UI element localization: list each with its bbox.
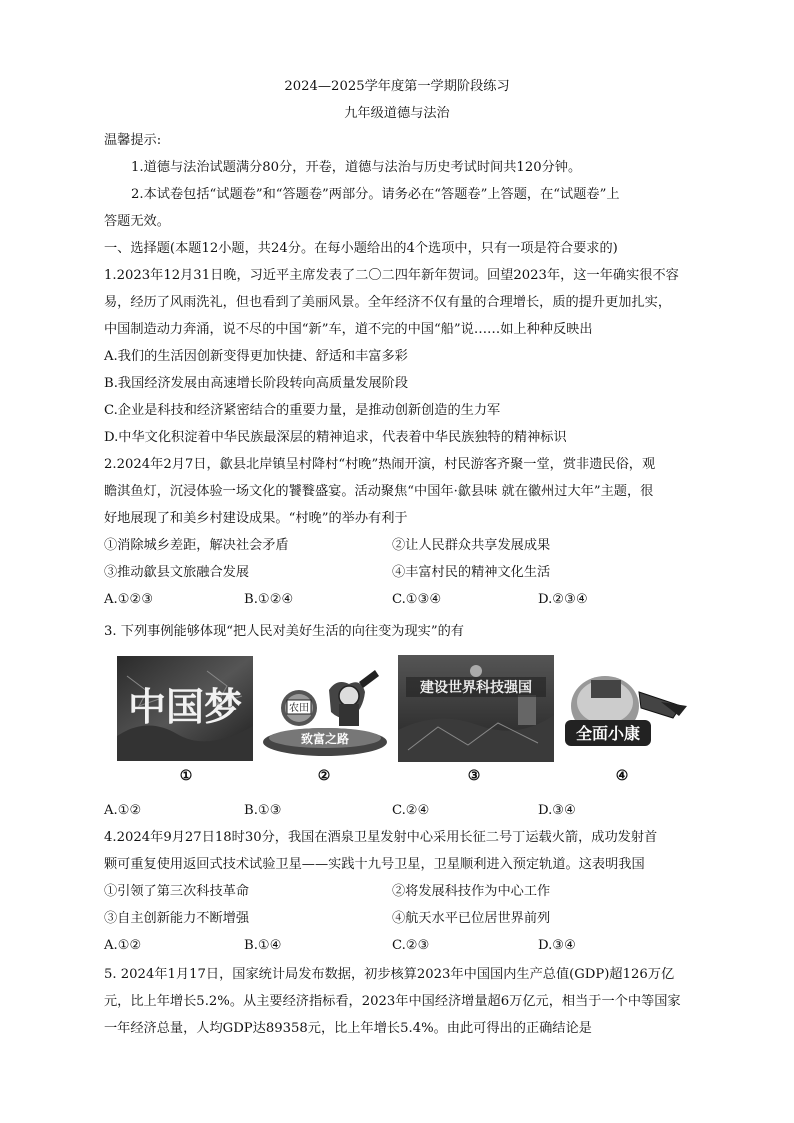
q3-option-c: C.②④ bbox=[392, 803, 430, 818]
q4-statement-1: ①引领了第三次科技革命 bbox=[104, 884, 250, 899]
q1-stem-line-3: 中国制造动力奔涌，说不尽的中国“新”车，道不完的中国“船”说……如上种种反映出 bbox=[104, 322, 593, 337]
q4-stem-line-2: 颗可重复使用返回式技术试验卫星——实践十九号卫星，卫星顺利进入预定轨道。这表明我国 bbox=[104, 857, 645, 872]
notice-item-1: 1.道德与法治试题满分80分，开卷，道德与法治与历史考试时间共120分钟。 bbox=[131, 160, 582, 175]
q4-statement-4: ④航天水平已位居世界前列 bbox=[392, 911, 551, 926]
q3-image-4-text: 全面小康 bbox=[575, 724, 641, 743]
q3-option-a: A.①② bbox=[104, 803, 142, 818]
q1-option-a: A.我们的生活因创新变得更加快捷、舒适和丰富多彩 bbox=[104, 349, 408, 364]
q5-stem-line-3: 一年经济总量，人均GDP达89358元，比上年增长5.4%。由此可得出的正确结论是 bbox=[104, 1021, 592, 1036]
q1-stem-line-1: 1.2023年12月31日晚，习近平主席发表了二〇二四年新年贺词。回望2023年，这一年确实很不容 bbox=[104, 268, 679, 283]
q1-stem-line-2: 易，经历了风雨洗礼，但也看到了美丽风景。全年经济不仅有量的合理增长，质的提升更加扎实， bbox=[104, 295, 672, 310]
q4-option-b: B.①④ bbox=[244, 938, 282, 953]
q3-image-road-to-prosperity bbox=[259, 660, 391, 760]
q3-image-china-dream bbox=[117, 656, 253, 761]
q5-stem-line-2: 元，比上年增长5.2%。从主要经济指标看，2023年中国经济增量超6万亿元，相当于一个中等国家 bbox=[104, 994, 681, 1009]
notice-label: 温馨提示: bbox=[104, 133, 162, 148]
q2-stem-line-3: 好地展现了和美乡村建设成果。“村晚”的举办有利于 bbox=[104, 511, 408, 526]
q3-image-3-text: 建设世界科技强国 bbox=[420, 680, 532, 696]
q4-statement-2: ②将发展科技作为中心工作 bbox=[392, 884, 551, 899]
q3-option-d: D.③④ bbox=[538, 803, 576, 818]
q1-option-c: C.企业是科技和经济紧密结合的重要力量，是推动创新创造的生力军 bbox=[104, 403, 501, 418]
q3-image-moderate-prosperity bbox=[561, 662, 689, 760]
q2-stem-line-1: 2.2024年2月7日，歙县北岸镇呈村降村“村晚”热闹开演，村民游客齐聚一堂，赏非遗民俗，观 bbox=[104, 457, 656, 472]
q3-image-2-label: 农田 bbox=[289, 703, 309, 714]
exam-subject: 九年级道德与法治 bbox=[344, 106, 450, 121]
q3-option-b: B.①③ bbox=[244, 803, 282, 818]
q4-option-d: D.③④ bbox=[538, 938, 576, 953]
q5-stem-line-1: 5. 2024年1月17日，国家统计局发布数据，初步核算2023年中国国内生产总值(GDP)超126万亿 bbox=[104, 967, 675, 982]
q2-option-b: B.①②④ bbox=[244, 592, 294, 607]
notice-item-2-line-2: 答题无效。 bbox=[104, 214, 170, 229]
q2-option-a: A.①②③ bbox=[104, 592, 154, 607]
exam-title: 2024—2025学年度第一学期阶段练习 bbox=[284, 79, 510, 94]
q2-option-d: D.②③④ bbox=[538, 592, 588, 607]
q3-image-number-4: ④ bbox=[615, 768, 629, 784]
notice-item-2-line-1: 2.本试卷包括“试题卷”和“答题卷”两部分。请务必在“答题卷”上答题，在“试题卷”上 bbox=[131, 187, 620, 202]
q4-option-a: A.①② bbox=[104, 938, 142, 953]
q2-option-c: C.①③④ bbox=[392, 592, 442, 607]
q2-statement-1: ①消除城乡差距，解决社会矛盾 bbox=[104, 538, 289, 553]
q2-statement-4: ④丰富村民的精神文化生活 bbox=[392, 565, 551, 580]
section-heading: 一、选择题(本题12小题，共24分。在每小题给出的4个选项中，只有一项是符合要求的) bbox=[104, 241, 618, 256]
q3-image-science-power bbox=[398, 655, 554, 762]
q3-image-number-3: ③ bbox=[467, 768, 481, 784]
q1-option-d: D.中华文化积淀着中华民族最深层的精神追求，代表着中华民族独特的精神标识 bbox=[104, 430, 567, 445]
q2-stem-line-2: 瞻淇鱼灯，沉浸体验一场文化的饕餮盛宴。活动聚焦“中国年·歙县味 就在徽州过大年”主题，很 bbox=[104, 484, 654, 499]
q3-image-2-caption: 致富之路 bbox=[300, 732, 350, 746]
q3-image-number-2: ② bbox=[317, 768, 331, 784]
q4-statement-3: ③自主创新能力不断增强 bbox=[104, 911, 250, 926]
q1-option-b: B.我国经济发展由高速增长阶段转向高质量发展阶段 bbox=[104, 376, 409, 391]
q2-statement-2: ②让人民群众共享发展成果 bbox=[392, 538, 551, 553]
q2-statement-3: ③推动歙县文旅融合发展 bbox=[104, 565, 250, 580]
q3-image-1-text: 中国梦 bbox=[127, 685, 243, 729]
q4-stem-line-1: 4.2024年9月27日18时30分，我国在酒泉卫星发射中心采用长征二号丁运载火箭，成功发射首 bbox=[104, 830, 658, 845]
q4-option-c: C.②③ bbox=[392, 938, 430, 953]
q3-stem: 3. 下列事例能够体现“把人民对美好生活的向往变为现实”的有 bbox=[104, 624, 464, 639]
q3-image-number-1: ① bbox=[179, 768, 193, 784]
